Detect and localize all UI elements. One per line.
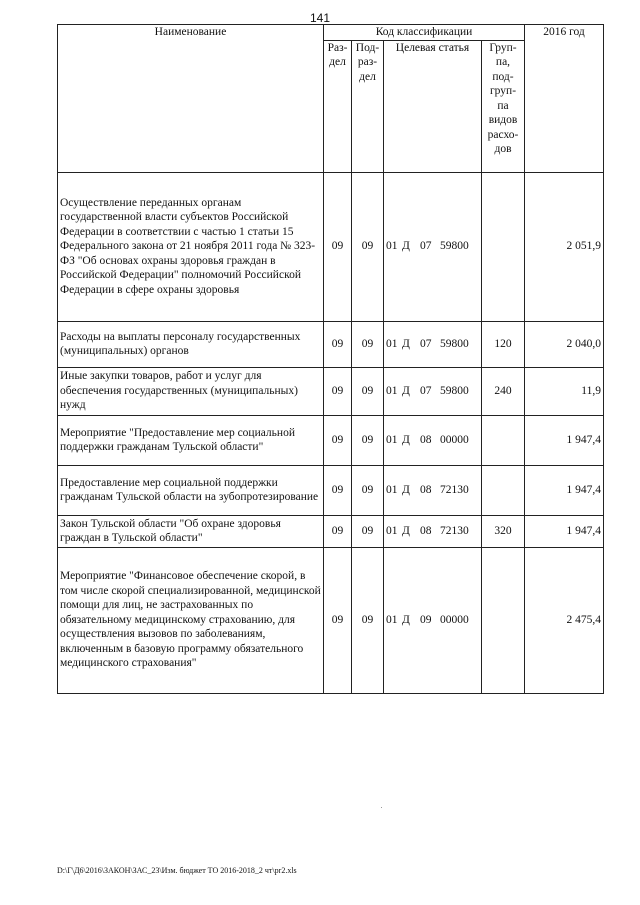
row-subsection: 09	[352, 515, 384, 547]
row-amount: 2 475,4	[525, 547, 604, 693]
header-name: Наименование	[58, 25, 324, 173]
row-group	[482, 465, 525, 515]
table-row	[58, 367, 604, 415]
target-event: 07	[420, 240, 432, 253]
row-name: Закон Тульской области "Об охране здоровья граждан в Тульской области"	[58, 515, 324, 547]
target-direction: 59800	[440, 240, 469, 253]
row-amount: 11,9	[525, 367, 604, 415]
row-group	[482, 415, 525, 465]
table-row	[58, 515, 604, 547]
table-row	[58, 172, 604, 321]
row-name: Расходы на выплаты персоналу государственных (муниципальных) органов	[58, 321, 324, 367]
table-row	[58, 415, 604, 465]
target-direction: 72130	[440, 524, 469, 537]
row-subsection: 09	[352, 367, 384, 415]
scan-speck	[381, 807, 382, 808]
row-group	[482, 547, 525, 693]
row-target	[384, 465, 482, 515]
target-program: 01	[386, 384, 398, 397]
header-target: Целевая статья	[384, 40, 482, 172]
row-name: Мероприятие "Финансовое обеспечение скорой, в том числе скорой специализированной, медицинской помощи для лиц, не застрахованных по обязательному медицинскому страхованию, для осуществления вызовов по заболеваниям, включенным в базовую программу обязательного медицинского страхования"	[58, 547, 324, 693]
row-name: Иные закупки товаров, работ и услуг для обеспечения государственных (муниципальных) нужд	[58, 367, 324, 415]
target-direction: 00000	[440, 613, 469, 626]
row-target	[384, 547, 482, 693]
row-target	[384, 321, 482, 367]
row-subsection: 09	[352, 465, 384, 515]
target-subprogram: Д	[402, 433, 410, 446]
row-section: 09	[324, 367, 352, 415]
row-subsection: 09	[352, 415, 384, 465]
header-group: Груп- па, под- груп- па видов расхо- дов	[482, 40, 525, 172]
table-row	[58, 321, 604, 367]
target-direction: 59800	[440, 337, 469, 350]
header-year: 2016 год	[525, 25, 604, 173]
row-section: 09	[324, 172, 352, 321]
header-subsection: Под- раз- дел	[352, 40, 384, 172]
target-program: 01	[386, 240, 398, 253]
target-subprogram: Д	[402, 483, 410, 496]
file-path-footer: D:\Г\Д6\2016\ЗАКОН\ЗАС_23\Изм. бюджет ТО 2016-2018_2 чт\pr2.xls	[57, 866, 297, 875]
row-target	[384, 172, 482, 321]
row-group: 240	[482, 367, 525, 415]
row-amount: 1 947,4	[525, 515, 604, 547]
table-row	[58, 465, 604, 515]
row-amount: 1 947,4	[525, 415, 604, 465]
target-event: 08	[420, 524, 432, 537]
row-subsection: 09	[352, 172, 384, 321]
row-subsection: 09	[352, 321, 384, 367]
budget-table	[57, 24, 604, 694]
row-section: 09	[324, 547, 352, 693]
target-event: 09	[420, 613, 432, 626]
row-amount: 2 051,9	[525, 172, 604, 321]
target-subprogram: Д	[402, 240, 410, 253]
row-section: 09	[324, 415, 352, 465]
target-subprogram: Д	[402, 384, 410, 397]
target-event: 07	[420, 384, 432, 397]
row-name: Предоставление мер социальной поддержки гражданам Тульской области на зубопротезирование	[58, 465, 324, 515]
row-group	[482, 172, 525, 321]
header-section: Раз- дел	[324, 40, 352, 172]
row-name: Мероприятие "Предоставление мер социальной поддержки гражданам Тульской области"	[58, 415, 324, 465]
target-subprogram: Д	[402, 337, 410, 350]
target-program: 01	[386, 524, 398, 537]
table-header	[58, 25, 604, 173]
row-group: 120	[482, 321, 525, 367]
row-group: 320	[482, 515, 525, 547]
row-target	[384, 367, 482, 415]
row-name: Осуществление переданных органам государственной власти субъектов Российской Федерации в соответствии с частью 1 статьи 15 Федерального закона от 21 ноября 2011 года № 323-ФЗ "Об основах охраны здоровья граждан в Российской Федерации" полномочий Российской Федерации в сфере охраны здоровья	[58, 172, 324, 321]
target-direction: 00000	[440, 433, 469, 446]
table-row	[58, 547, 604, 693]
header-code: Код классификации	[324, 25, 525, 41]
row-section: 09	[324, 321, 352, 367]
target-direction: 59800	[440, 384, 469, 397]
row-amount: 2 040,0	[525, 321, 604, 367]
target-program: 01	[386, 613, 398, 626]
target-event: 07	[420, 337, 432, 350]
target-program: 01	[386, 337, 398, 350]
target-direction: 72130	[440, 483, 469, 496]
row-section: 09	[324, 465, 352, 515]
target-event: 08	[420, 433, 432, 446]
target-subprogram: Д	[402, 524, 410, 537]
row-section: 09	[324, 515, 352, 547]
target-program: 01	[386, 483, 398, 496]
row-target	[384, 415, 482, 465]
row-amount: 1 947,4	[525, 465, 604, 515]
target-program: 01	[386, 433, 398, 446]
target-event: 08	[420, 483, 432, 496]
target-subprogram: Д	[402, 613, 410, 626]
row-subsection: 09	[352, 547, 384, 693]
page-number: 141	[309, 11, 331, 25]
row-target	[384, 515, 482, 547]
